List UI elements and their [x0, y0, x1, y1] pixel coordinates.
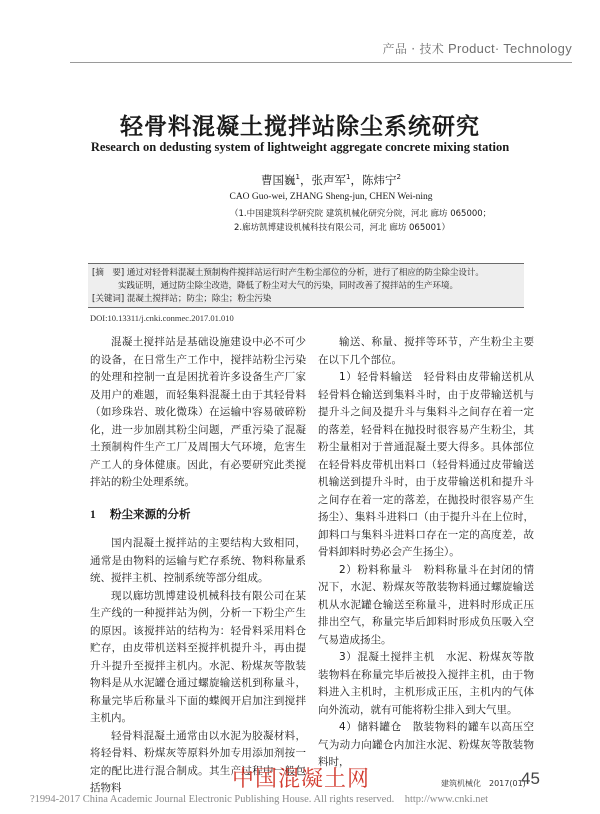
paragraph: 输送、称量、搅拌等环节，产生粉尘主要在以下几个部位。 — [318, 336, 534, 366]
author-affiliation-mark: 2 — [396, 173, 401, 182]
page-number: 45 — [521, 769, 540, 788]
copyright-notice: ?1994-2017 China Academic Journal Electronic Publishing House. All rights reserved. http://www.cnki.net — [30, 794, 489, 805]
author-affiliation-mark: 1 — [346, 173, 351, 182]
section-title: 粉尘来源的分析 — [110, 506, 191, 521]
paragraph: 现以廊坊凯博建设机械科技有限公司在某生产线的一种搅拌站为例，分析一下粉尘产生的原因。该搅拌站的结构为：轻骨料采用料仓贮存，由皮带机送料至搅拌机提升斗，再由提升斗提升至搅拌主机内。水泥、粉煤灰等散装物料是从水泥罐仓通过螺旋输送机到称量斗，称量完毕后称量斗下面的蝶阀开启加注到搅拌主机内。 — [90, 589, 306, 724]
body-column-left — [90, 334, 306, 798]
affiliation-1: （1.中国建筑科学研究院 建筑机械化研究分院，河北 廊坊 065000； — [230, 209, 492, 219]
author-name: 陈炜宁 — [361, 173, 397, 187]
body-column-right — [318, 334, 534, 772]
footer-journal-issue: 建筑机械化 2017(01) — [441, 779, 526, 788]
paragraph: 3）混凝土搅拌主机 水泥、粉煤灰等散装物料在称量完毕后被投入搅拌主机，由于物料进入主机时，主机形成正压，主机内的气体向外流动，就有可能将粉尘排入到大气里。 — [318, 651, 534, 716]
author-name: 曹国巍 — [261, 173, 296, 187]
paragraph: 2）粉料称量斗 粉料称量斗在封闭的情况下，水泥、粉煤灰等散装物料通过螺旋输送机从水泥罐仓输送至称量斗，进料时形成正压排出空气，称量完毕后卸料时形成负压吸入空气易造成扬尘。 — [318, 563, 534, 646]
header-divider — [70, 62, 572, 63]
paragraph: 混凝土搅拌站是基础设施建设中必不可少的设备，在日常生产工作中，搅拌站粉尘污染的处理和控制一直是困扰着许多设备生产厂家及用户的难题，而轻集料混凝土由于其轻骨料（如珍珠岩、玻化微珠）在运输中容易破碎粉化，进一步加剧其粉尘问题，严重污染了混凝土预制构件生产工厂及周围大气环境，危害生产工人的身体健康。因此，有必要研究此类搅拌站的粉尘处理系统。 — [90, 336, 306, 488]
authors-cn: 曹国巍$^1$，张声军$^1$，陈炜宁$^2$ — [261, 173, 401, 187]
doi: DOI:10.13311/j.cnki.conmec.2017.01.010 — [90, 313, 234, 323]
paper-title-en: Research on dedusting system of lightweight aggregate concrete mixing station — [90, 140, 510, 154]
paper-title-cn: 轻骨料混凝土搅拌站除尘系统研究 — [120, 114, 480, 140]
affiliations — [230, 207, 491, 235]
section-heading — [90, 506, 306, 525]
keywords-text: 混凝土搅拌站；防尘；除尘；粉尘污染 — [126, 294, 272, 304]
section-label-cn: 产品 · 技术 — [382, 42, 445, 56]
abstract-text-2: 实践证明，通过防尘除尘改造，降低了粉尘对大气的污染，同时改善了搅拌站的生产环境。 — [118, 281, 459, 291]
paragraph: 国内混凝土搅拌站的主要结构大致相同，通常是由物料的运输与贮存系统、物料称量系统、搅拌主机、控制系统等部分组成。 — [90, 537, 306, 584]
abstract-text-1: 通过对轻骨料混凝土预制构件搅拌站运行时产生粉尘部位的分析，进行了相应的防尘除尘设计。 — [126, 268, 484, 278]
site-watermark: 中国混凝土网 — [232, 767, 371, 792]
affiliation-2: 2.廊坊凯博建设机械科技有限公司，河北 廊坊 065001） — [234, 223, 450, 233]
author-name: 张声军 — [311, 173, 347, 187]
paragraph: 轻骨料混凝土通常由以水泥为胶凝材料，将轻骨料、粉煤灰等原料外加专用添加剂按一定的配比进行混合制成。其生产过程中一般包括物料 — [90, 729, 306, 794]
keywords-label: [关键词] — [92, 294, 125, 304]
author-affiliation-mark: 1 — [295, 173, 301, 182]
section-number: 1 — [90, 508, 96, 521]
keywords-line — [92, 293, 520, 306]
journal-section-header — [383, 40, 572, 57]
authors-en: CAO Guo-wei, ZHANG Sheng-jun, CHEN Wei-ning — [229, 192, 433, 202]
section-label-en: Product· Technology — [448, 41, 572, 56]
abstract-box — [88, 263, 524, 308]
paragraph: 4）储料罐仓 散装物料的罐车以高压空气为动力向罐仓内加注水泥、粉煤灰等散装物料时， — [318, 721, 534, 768]
abstract-line-1 — [92, 267, 520, 280]
paragraph: 1）轻骨料输送 轻骨料由皮带输送机从轻骨料仓输送到集料斗时，由于皮带输送机与提升斗之间及提升斗与集料斗之间存在着一定的落差，轻骨料在抛投时很容易产生粉尘，其粉尘量相对于普通混凝土要大得多。具体部位在轻骨料皮带机出料口（轻骨料通过皮带输送机输送到提升斗时，由于皮带输送机和提升斗之间存在着一定的落差，在抛投时很容易产生扬尘）、集料斗进料口（由于提升斗在上位时，卸料口与集料斗进料口存在一定的高度差，故骨料卸料时势必会产生扬尘）。 — [318, 371, 534, 558]
abstract-label: [摘 要] — [92, 268, 125, 278]
